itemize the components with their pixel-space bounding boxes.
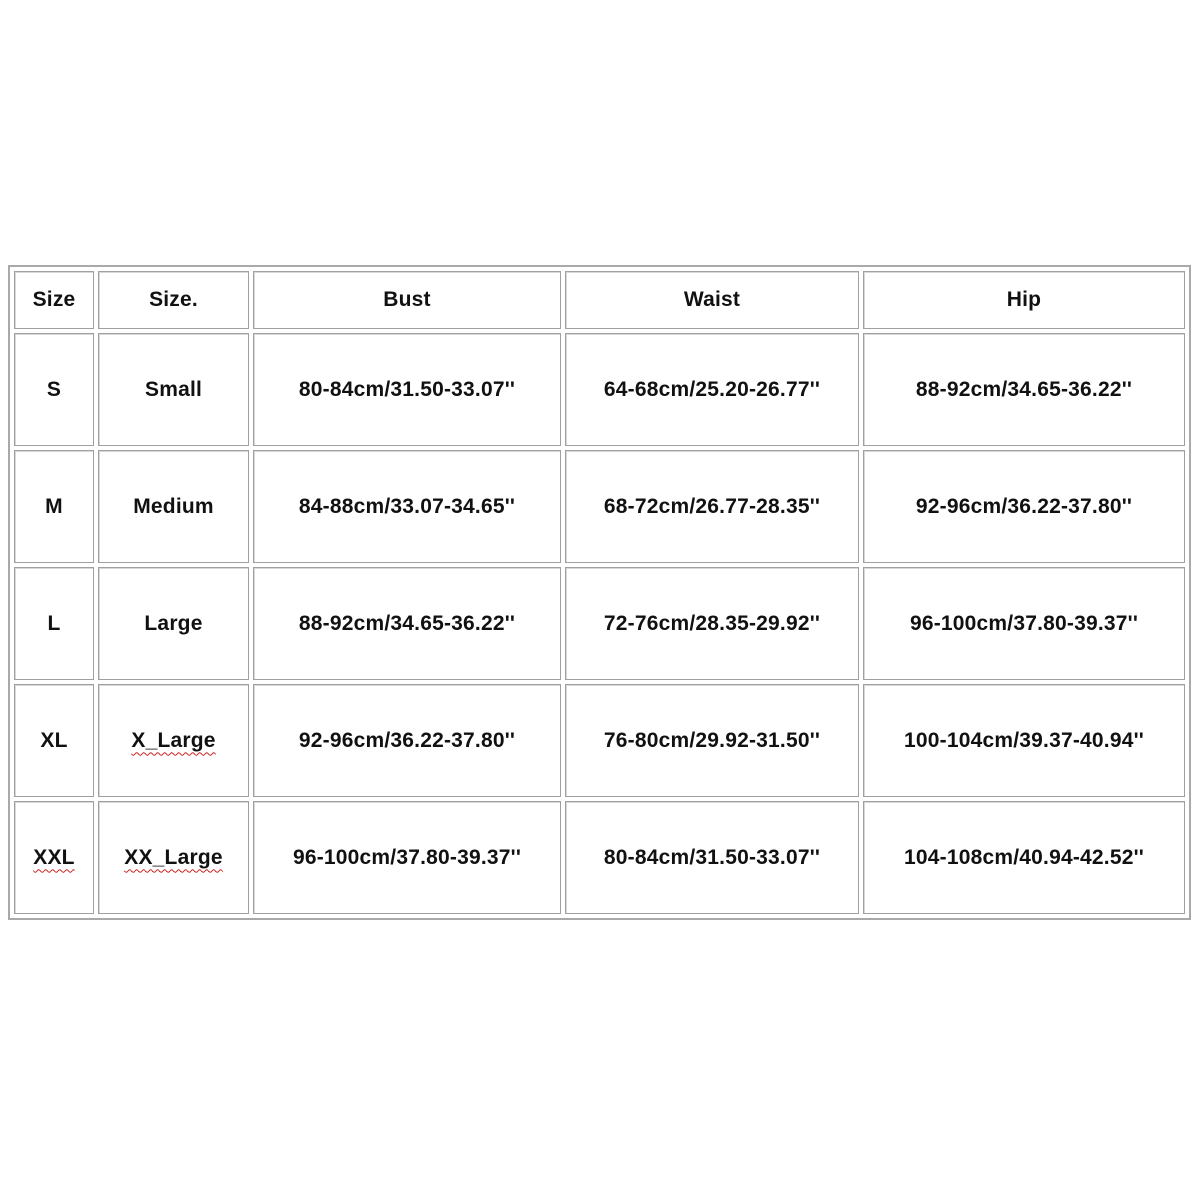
table-row xyxy=(14,684,1185,797)
table-row xyxy=(14,801,1185,914)
cell-hip: 104-108cm/40.94-42.52'' xyxy=(863,801,1185,914)
cell-bust: 88-92cm/34.65-36.22'' xyxy=(253,567,561,680)
cell-size-name xyxy=(98,684,249,797)
cell-size-name xyxy=(98,801,249,914)
cell-hip: 92-96cm/36.22-37.80'' xyxy=(863,450,1185,563)
size-text: XXL xyxy=(33,845,75,869)
cell-waist: 80-84cm/31.50-33.07'' xyxy=(565,801,859,914)
size-chart-table xyxy=(8,265,1191,920)
cell-size: M xyxy=(14,450,94,563)
cell-waist: 76-80cm/29.92-31.50'' xyxy=(565,684,859,797)
cell-hip: 100-104cm/39.37-40.94'' xyxy=(863,684,1185,797)
cell-waist: 72-76cm/28.35-29.92'' xyxy=(565,567,859,680)
cell-bust: 96-100cm/37.80-39.37'' xyxy=(253,801,561,914)
cell-size-name: Large xyxy=(98,567,249,680)
header-size-name: Size. xyxy=(98,271,249,329)
cell-size-name: Medium xyxy=(98,450,249,563)
table-row xyxy=(14,333,1185,446)
header-bust: Bust xyxy=(253,271,561,329)
table-body xyxy=(14,333,1185,914)
table-header xyxy=(14,271,1185,329)
size-name-text: XX_Large xyxy=(124,845,223,869)
cell-bust: 80-84cm/31.50-33.07'' xyxy=(253,333,561,446)
header-hip: Hip xyxy=(863,271,1185,329)
cell-waist: 64-68cm/25.20-26.77'' xyxy=(565,333,859,446)
cell-size xyxy=(14,801,94,914)
cell-hip: 96-100cm/37.80-39.37'' xyxy=(863,567,1185,680)
cell-size: XL xyxy=(14,684,94,797)
size-name-text: X_Large xyxy=(131,728,216,752)
cell-bust: 92-96cm/36.22-37.80'' xyxy=(253,684,561,797)
cell-hip: 88-92cm/34.65-36.22'' xyxy=(863,333,1185,446)
table-row xyxy=(14,567,1185,680)
table-row xyxy=(14,450,1185,563)
cell-size-name: Small xyxy=(98,333,249,446)
header-size: Size xyxy=(14,271,94,329)
cell-waist: 68-72cm/26.77-28.35'' xyxy=(565,450,859,563)
cell-size: L xyxy=(14,567,94,680)
header-row xyxy=(14,271,1185,329)
header-waist: Waist xyxy=(565,271,859,329)
cell-bust: 84-88cm/33.07-34.65'' xyxy=(253,450,561,563)
cell-size: S xyxy=(14,333,94,446)
